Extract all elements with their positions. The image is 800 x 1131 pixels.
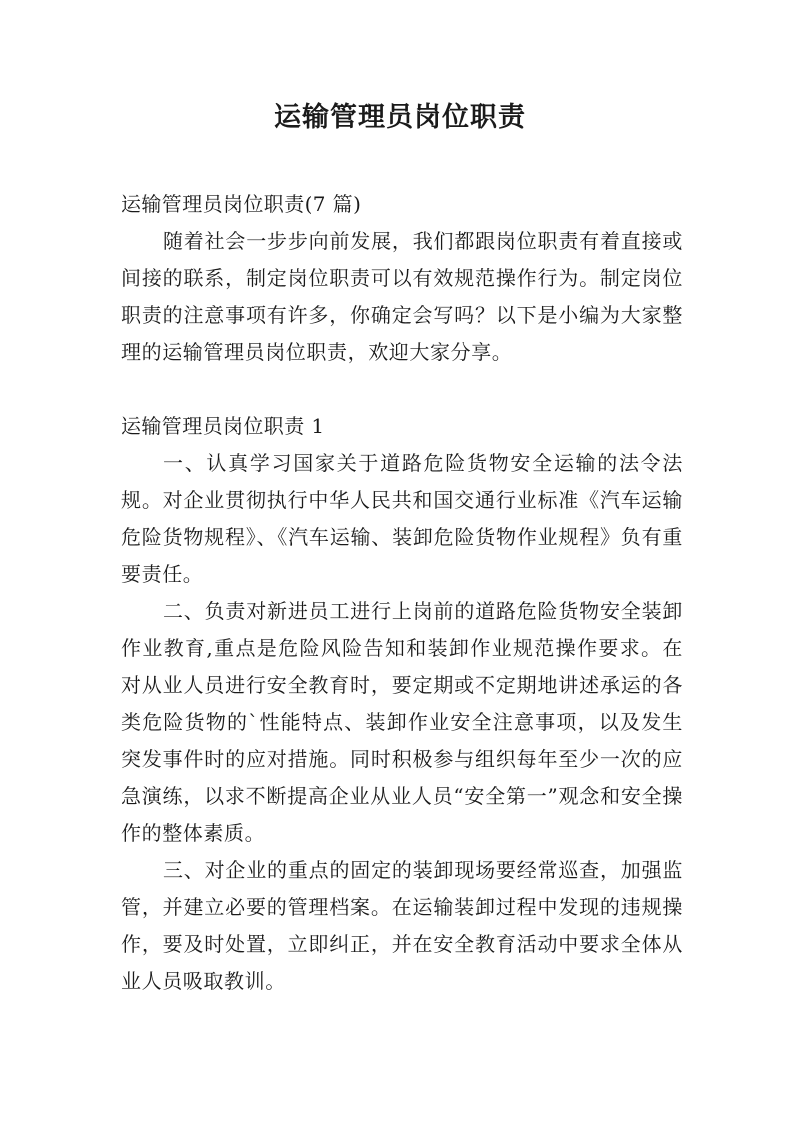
body-paragraph-1: 一、认真学习国家关于道路危险货物安全运输的法令法规。对企业贯彻执行中华人民共和国交通行业标准《汽车运输危险货物规程》、《汽车运输、装卸危险货物作业规程》负有重要责任。 [121, 451, 683, 586]
intro-paragraph: 随着社会一步步向前发展，我们都跟岗位职责有着直接或间接的联系，制定岗位职责可以有效规范操作行为。制定岗位职责的注意事项有许多，你确定会写吗？以下是小编为大家整理的运输管理员岗位职责，欢迎大家分享。 [121, 229, 683, 364]
document-body [121, 186, 683, 1000]
body-paragraph-2: 二、负责对新进员工进行上岗前的道路危险货物安全装卸作业教育,重点是危险风险告知和装卸作业规范操作要求。在对从业人员进行安全教育时，要定期或不定期地讲述承运的各类危险货物的`性能特点、装卸作业安全注意事项，以及发生突发事件时的应对措施。同时积极参与组织每年至少一次的应急演练，以求不断提高企业从业人员“安全第一”观念和安全操作的整体素质。 [121, 599, 683, 845]
section-heading: 运输管理员岗位职责 1 [121, 414, 325, 438]
document-title: 运输管理员岗位职责 [274, 102, 526, 133]
paragraph-spacer [121, 371, 683, 408]
document-subtitle: 运输管理员岗位职责(7 篇) [121, 192, 362, 216]
body-paragraph-3: 三、对企业的重点的固定的装卸现场要经常巡查，加强监管，并建立必要的管理档案。在运输装卸过程中发现的违规操作，要及时处置，立即纠正，并在安全教育活动中要求全体从业人员吸取教训。 [121, 858, 683, 993]
